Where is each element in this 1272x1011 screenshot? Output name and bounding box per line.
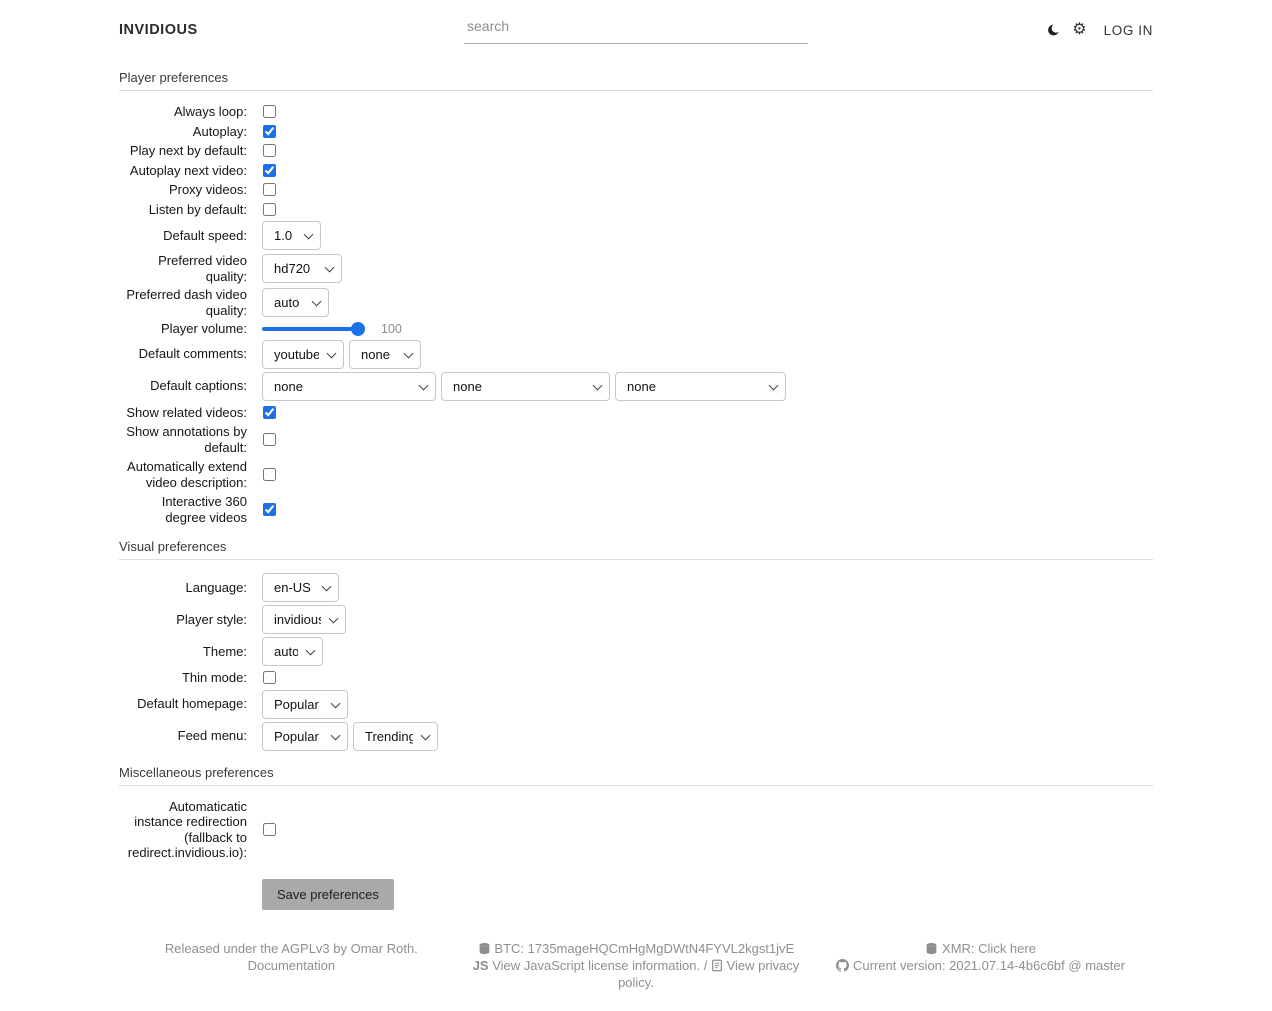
player-style-select[interactable]: [262, 605, 346, 634]
extend-description-row: [119, 459, 1153, 490]
feed-menu-row: [119, 722, 1153, 751]
listen-default-checkbox[interactable]: [263, 203, 276, 216]
theme-label: Theme:: [202, 643, 247, 659]
language-row: [119, 573, 1153, 602]
topbar-actions: [808, 22, 1153, 38]
js-icon: JS: [472, 957, 489, 973]
autoplay-row: [119, 124, 1153, 140]
proxy-videos-label: Proxy videos:: [168, 182, 247, 197]
video-quality-select[interactable]: [262, 254, 342, 283]
language-label: Language:: [185, 579, 247, 595]
section-divider: [119, 559, 1153, 560]
footer-donate-col: [464, 940, 809, 991]
autoplay-next-checkbox[interactable]: [263, 164, 276, 177]
feed-menu-label: Feed menu:: [177, 728, 247, 744]
feed-menu-first-select[interactable]: [262, 722, 348, 751]
released-text: Released under the AGPLv3 by Omar Roth.: [164, 940, 418, 956]
default-speed-row: [119, 221, 1153, 250]
misc-preferences-title: Miscellaneous preferences: [119, 764, 274, 780]
xmr-click-here-link[interactable]: Click here: [978, 940, 1036, 956]
default-homepage-row: [119, 690, 1153, 719]
default-comments-label: Default comments:: [138, 346, 247, 362]
player-style-row: [119, 605, 1153, 634]
player-volume-label: Player volume:: [161, 321, 247, 336]
listen-default-label: Listen by default:: [148, 201, 247, 217]
btc-address: BTC: 1735mageHQCmHgMgDWtN4FYVL2kgst1jvE: [494, 940, 795, 956]
interactive-360-checkbox[interactable]: [263, 503, 276, 516]
proxy-videos-checkbox[interactable]: [263, 183, 276, 196]
search-input[interactable]: [464, 16, 808, 44]
play-next-row: [119, 143, 1153, 159]
player-volume-value: 100: [381, 321, 402, 336]
dash-quality-label: Preferred dash video quality:: [126, 287, 247, 318]
thin-mode-checkbox[interactable]: [263, 671, 276, 684]
player-preferences-title: Player preferences: [119, 70, 229, 85]
autoplay-next-row: [119, 163, 1153, 179]
auto-redirect-label: Automaticatic instance redirection (fallback to redirect.invidious.io):: [127, 798, 247, 860]
preferences-gear-icon[interactable]: ⚙: [1072, 21, 1087, 38]
play-next-checkbox[interactable]: [263, 144, 276, 157]
auto-redirect-row: [119, 799, 1153, 861]
autoplay-next-label: Autoplay next video:: [129, 162, 247, 178]
save-row: [262, 879, 1153, 910]
section-divider: [119, 90, 1153, 91]
slider-thumb[interactable]: [351, 322, 365, 336]
annotations-checkbox[interactable]: [263, 433, 276, 446]
video-quality-label: Preferred video quality:: [158, 253, 247, 284]
default-captions-row: [119, 372, 1153, 401]
page-container: [119, 0, 1153, 991]
thin-mode-row: [119, 670, 1153, 686]
listen-default-row: [119, 202, 1153, 218]
documentation-link[interactable]: Documentation: [247, 957, 336, 973]
dash-quality-select[interactable]: [262, 288, 329, 317]
search-area: [464, 16, 808, 44]
visual-preferences-title: Visual preferences: [119, 539, 227, 554]
related-videos-label: Show related videos:: [126, 404, 247, 420]
coin-icon: [478, 941, 491, 956]
comments-first-select[interactable]: [262, 340, 344, 369]
extend-description-label: Automatically extend video description:: [127, 459, 247, 490]
player-volume-slider[interactable]: [262, 327, 363, 331]
github-icon: [836, 958, 849, 973]
play-next-label: Play next by default:: [129, 143, 247, 158]
privacy-doc-icon: [711, 958, 723, 973]
always-loop-row: [119, 104, 1153, 120]
section-divider: [119, 785, 1153, 786]
default-homepage-select[interactable]: [262, 690, 348, 719]
coin-icon: [925, 941, 938, 956]
default-speed-label: Default speed:: [163, 227, 247, 243]
dash-quality-row: [119, 287, 1153, 318]
captions-first-select[interactable]: [262, 372, 436, 401]
xmr-prefix: XMR:: [942, 940, 975, 956]
theme-row: [119, 637, 1153, 666]
theme-select[interactable]: [262, 637, 323, 666]
always-loop-checkbox[interactable]: [263, 105, 276, 118]
always-loop-label: Always loop:: [174, 104, 247, 119]
default-comments-row: [119, 340, 1153, 369]
language-select[interactable]: [262, 573, 339, 602]
footer-separator: /: [703, 957, 708, 973]
js-license-link[interactable]: View JavaScript license information.: [492, 957, 701, 973]
autoplay-label: Autoplay:: [192, 123, 247, 139]
proxy-videos-row: [119, 182, 1153, 198]
default-speed-select[interactable]: [262, 221, 321, 250]
autoplay-checkbox[interactable]: [263, 125, 276, 138]
extend-description-checkbox[interactable]: [263, 468, 276, 481]
video-quality-row: [119, 253, 1153, 284]
related-videos-row: [119, 405, 1153, 421]
captions-second-select[interactable]: [441, 372, 610, 401]
thin-mode-label: Thin mode:: [181, 670, 247, 685]
save-preferences-button[interactable]: Save preferences: [262, 879, 394, 910]
footer-version-col: [808, 940, 1153, 991]
auto-redirect-checkbox[interactable]: [263, 823, 276, 836]
player-volume-row: [119, 321, 1153, 337]
top-bar: [119, 0, 1153, 56]
interactive-360-label: Interactive 360 degree videos: [161, 494, 247, 525]
default-homepage-label: Default homepage:: [137, 696, 247, 712]
feed-menu-second-select[interactable]: [353, 722, 438, 751]
privacy-policy-link[interactable]: View privacy policy.: [618, 957, 800, 990]
login-link[interactable]: LOG IN: [1103, 22, 1153, 38]
player-style-label: Player style:: [176, 611, 247, 627]
invidious-logo-link[interactable]: INVIDIOUS: [119, 22, 198, 38]
footer-license-col: [119, 940, 464, 991]
current-version-link[interactable]: Current version: 2021.07.14-4b6c6bf @ master: [853, 957, 1125, 973]
logo-area: [119, 22, 464, 38]
annotations-label: Show annotations by default:: [126, 424, 247, 455]
interactive-360-row: [119, 494, 1153, 525]
captions-third-select[interactable]: [615, 372, 786, 401]
comments-second-select[interactable]: [349, 340, 421, 369]
page-footer: [119, 940, 1153, 991]
dark-mode-moon-icon[interactable]: [1047, 23, 1061, 37]
related-videos-checkbox[interactable]: [263, 406, 276, 419]
annotations-row: [119, 424, 1153, 455]
default-captions-label: Default captions:: [150, 378, 247, 394]
